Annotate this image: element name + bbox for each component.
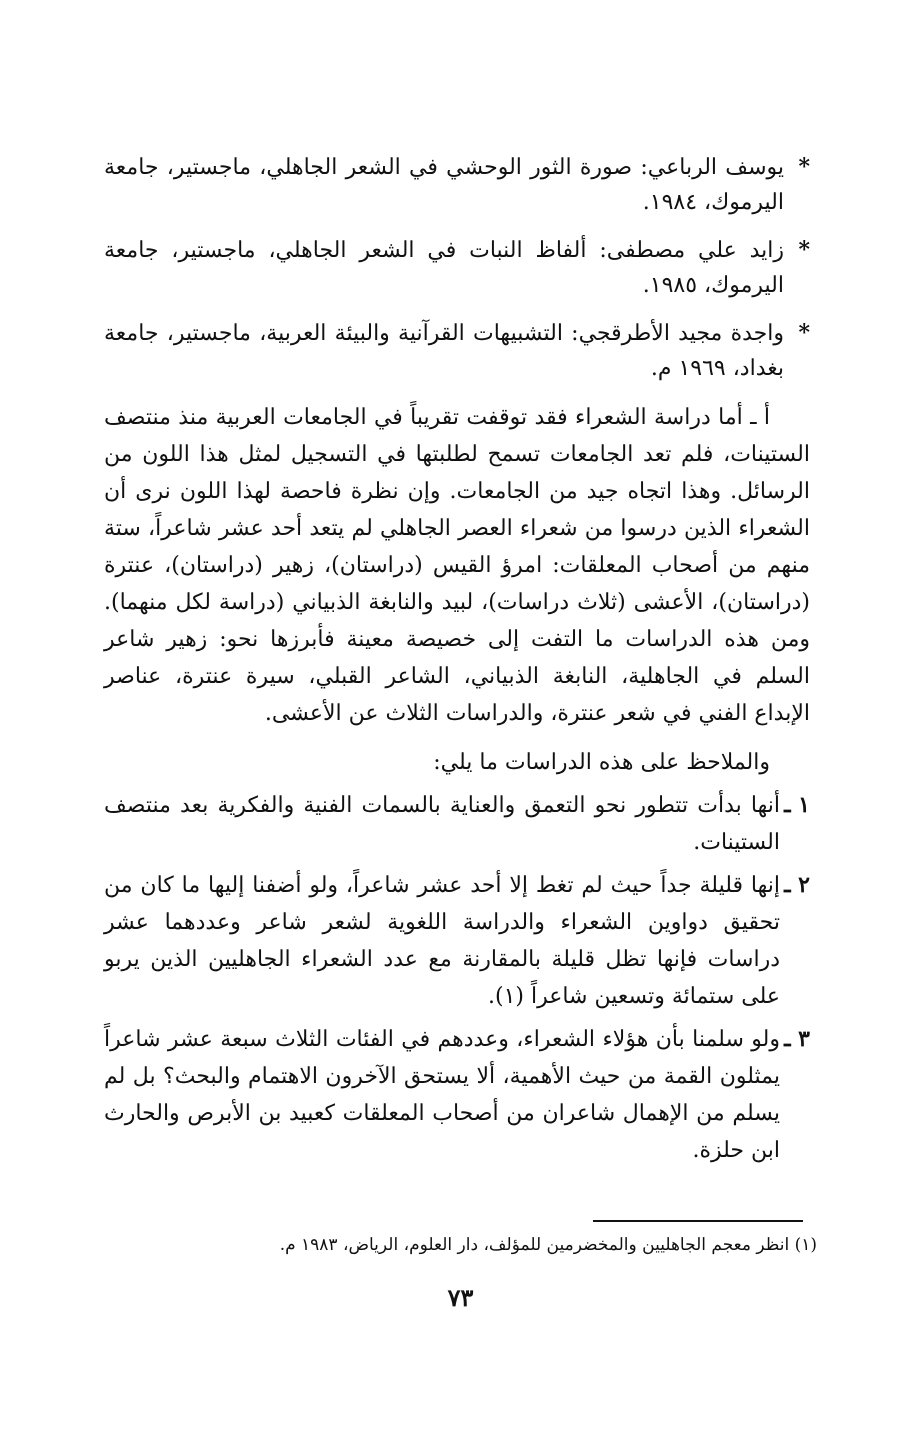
numbered-item (104, 787, 810, 861)
reference-text: زايد علي مصطفى: ألفاظ النبات في الشعر الجاهلي، ماجستير، جامعة اليرموك، ١٩٨٥. (104, 238, 784, 298)
item-text: ولو سلمنا بأن هؤلاء الشعراء، وعددهم في الفئات الثلاث سبعة عشر شاعراً يمثلون القمة من حيث الأهمية، ألا يستحق الآخرون الاهتمام والبحث؟ بل لم يسلم من الإهمال شاعران من أصحاب المعلقات كعبيد بن الأبرص والحارث ابن حلزة. (104, 1027, 780, 1163)
item-number: ١ ـ (784, 792, 810, 818)
page-body (104, 150, 810, 1169)
reference-item (104, 150, 810, 220)
numbered-item (104, 1021, 810, 1169)
item-text: أنها بدأت تتطور نحو التعمق والعناية بالسمات الفنية والفكرية بعد منتصف الستينات. (104, 793, 780, 855)
item-text: إنها قليلة جداً حيث لم تغط إلا أحد عشر شاعراً، ولو أضفنا إليها ما كان من تحقيق دواوين الشعراء والدراسة اللغوية لشعر شاعر وعددهما عشر دراسات فإنها تظل قليلة بالمقارنة مع عدد الشعراء الجاهليين الذين يربو على ستمائة وتسعين شاعراً (١). (104, 873, 780, 1009)
reference-item (104, 316, 810, 386)
reference-text: يوسف الرباعي: صورة الثور الوحشي في الشعر الجاهلي، ماجستير، جامعة اليرموك، ١٩٨٤. (104, 155, 784, 215)
reference-item (104, 233, 810, 303)
page-number: ٧٣ (447, 1283, 474, 1312)
bullet-star-icon: * (798, 154, 810, 180)
footnote: (١) انظر معجم الجاهليين والمخضرمين للمؤلف، دار العلوم، الرياض، ١٩٨٣ م. (279, 1235, 817, 1255)
numbered-item (104, 867, 810, 1015)
footnote-divider (593, 1220, 803, 1222)
observations-intro: والملاحظ على هذه الدراسات ما يلي: (433, 750, 770, 775)
item-number: ٢ ـ (784, 872, 810, 898)
reference-text: واجدة مجيد الأطرقجي: التشبيهات القرآنية والبيئة العربية، ماجستير، جامعة بغداد، ١٩٦٩ م. (104, 321, 784, 381)
item-number: ٣ ـ (784, 1026, 810, 1052)
main-paragraph: أ ـ أما دراسة الشعراء فقد توقفت تقريباً في الجامعات العربية منذ منتصف الستينات، فلم تعد الجامعات تسمح لطلبتها في التسجيل لمثل هذا اللون من الرسائل. وهذا اتجاه جيد من الجامعات. وإن نظرة فاحصة لهذا اللون نرى أن الشعراء الذين درسوا من شعراء العصر الجاهلي لم يتعد أحد عشر شاعراً، ستة منهم من أصحاب المعلقات: امرؤ القيس (دراستان)، زهير (دراستان)، عنترة (دراستان)، الأعشى (ثلاث دراسات)، لبيد والنابغة الذبياني (دراسة لكل منهما). ومن هذه الدراسات ما التفت إلى خصيصة معينة فأبرزها نحو: زهير شاعر السلم في الجاهلية، النابغة الذبياني، الشاعر القبلي، سيرة عنترة، عناصر الإبداع الفني في شعر عنترة، والدراسات الثلاث عن الأعشى. (104, 405, 810, 726)
bullet-star-icon: * (798, 320, 810, 346)
bullet-star-icon: * (798, 237, 810, 263)
